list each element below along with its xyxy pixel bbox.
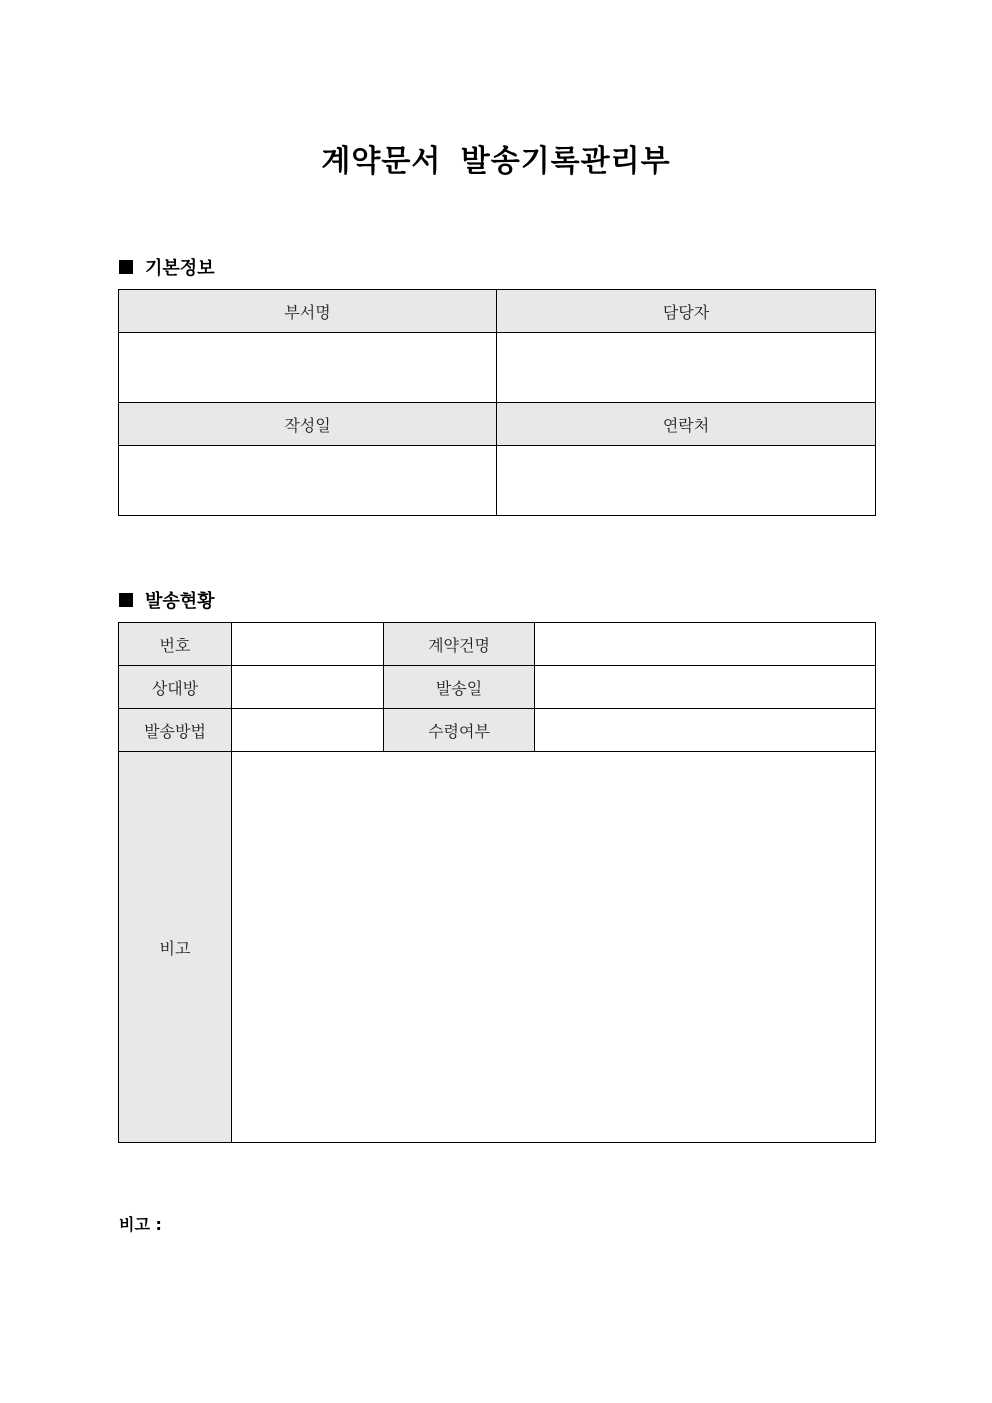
section-basic-info-heading bbox=[119, 254, 215, 280]
dispatch-status-table bbox=[118, 622, 876, 1143]
field-department[interactable] bbox=[119, 333, 497, 403]
section-dispatch-status-label: 발송현황 bbox=[145, 591, 215, 612]
label-number: 번호 bbox=[119, 623, 232, 666]
section-dispatch-status-heading bbox=[119, 587, 215, 613]
label-created-date: 작성일 bbox=[119, 403, 497, 446]
field-dispatch-method[interactable] bbox=[232, 709, 384, 752]
field-receipt-status[interactable] bbox=[535, 709, 876, 752]
label-dispatch-method: 발송방법 bbox=[119, 709, 232, 752]
label-dispatch-date: 발송일 bbox=[384, 666, 535, 709]
document-title: 계약문서 발송기록관리부 bbox=[321, 144, 671, 179]
label-contract-name: 계약건명 bbox=[384, 623, 535, 666]
square-bullet-icon bbox=[119, 593, 133, 607]
basic-info-table bbox=[118, 289, 876, 516]
field-number[interactable] bbox=[232, 623, 384, 666]
field-remarks[interactable] bbox=[232, 752, 876, 1143]
label-counterparty: 상대방 bbox=[119, 666, 232, 709]
square-bullet-icon bbox=[119, 260, 133, 274]
field-contact[interactable] bbox=[497, 446, 876, 516]
label-contact: 연락처 bbox=[497, 403, 876, 446]
field-dispatch-date[interactable] bbox=[535, 666, 876, 709]
label-manager: 담당자 bbox=[497, 290, 876, 333]
label-department: 부서명 bbox=[119, 290, 497, 333]
field-created-date[interactable] bbox=[119, 446, 497, 516]
label-receipt-status: 수령여부 bbox=[384, 709, 535, 752]
section-basic-info-label: 기본정보 bbox=[145, 258, 215, 279]
field-manager[interactable] bbox=[497, 333, 876, 403]
footer-remarks-label: 비고 : bbox=[119, 1215, 162, 1234]
label-remarks: 비고 bbox=[119, 752, 232, 1143]
field-counterparty[interactable] bbox=[232, 666, 384, 709]
field-contract-name[interactable] bbox=[535, 623, 876, 666]
